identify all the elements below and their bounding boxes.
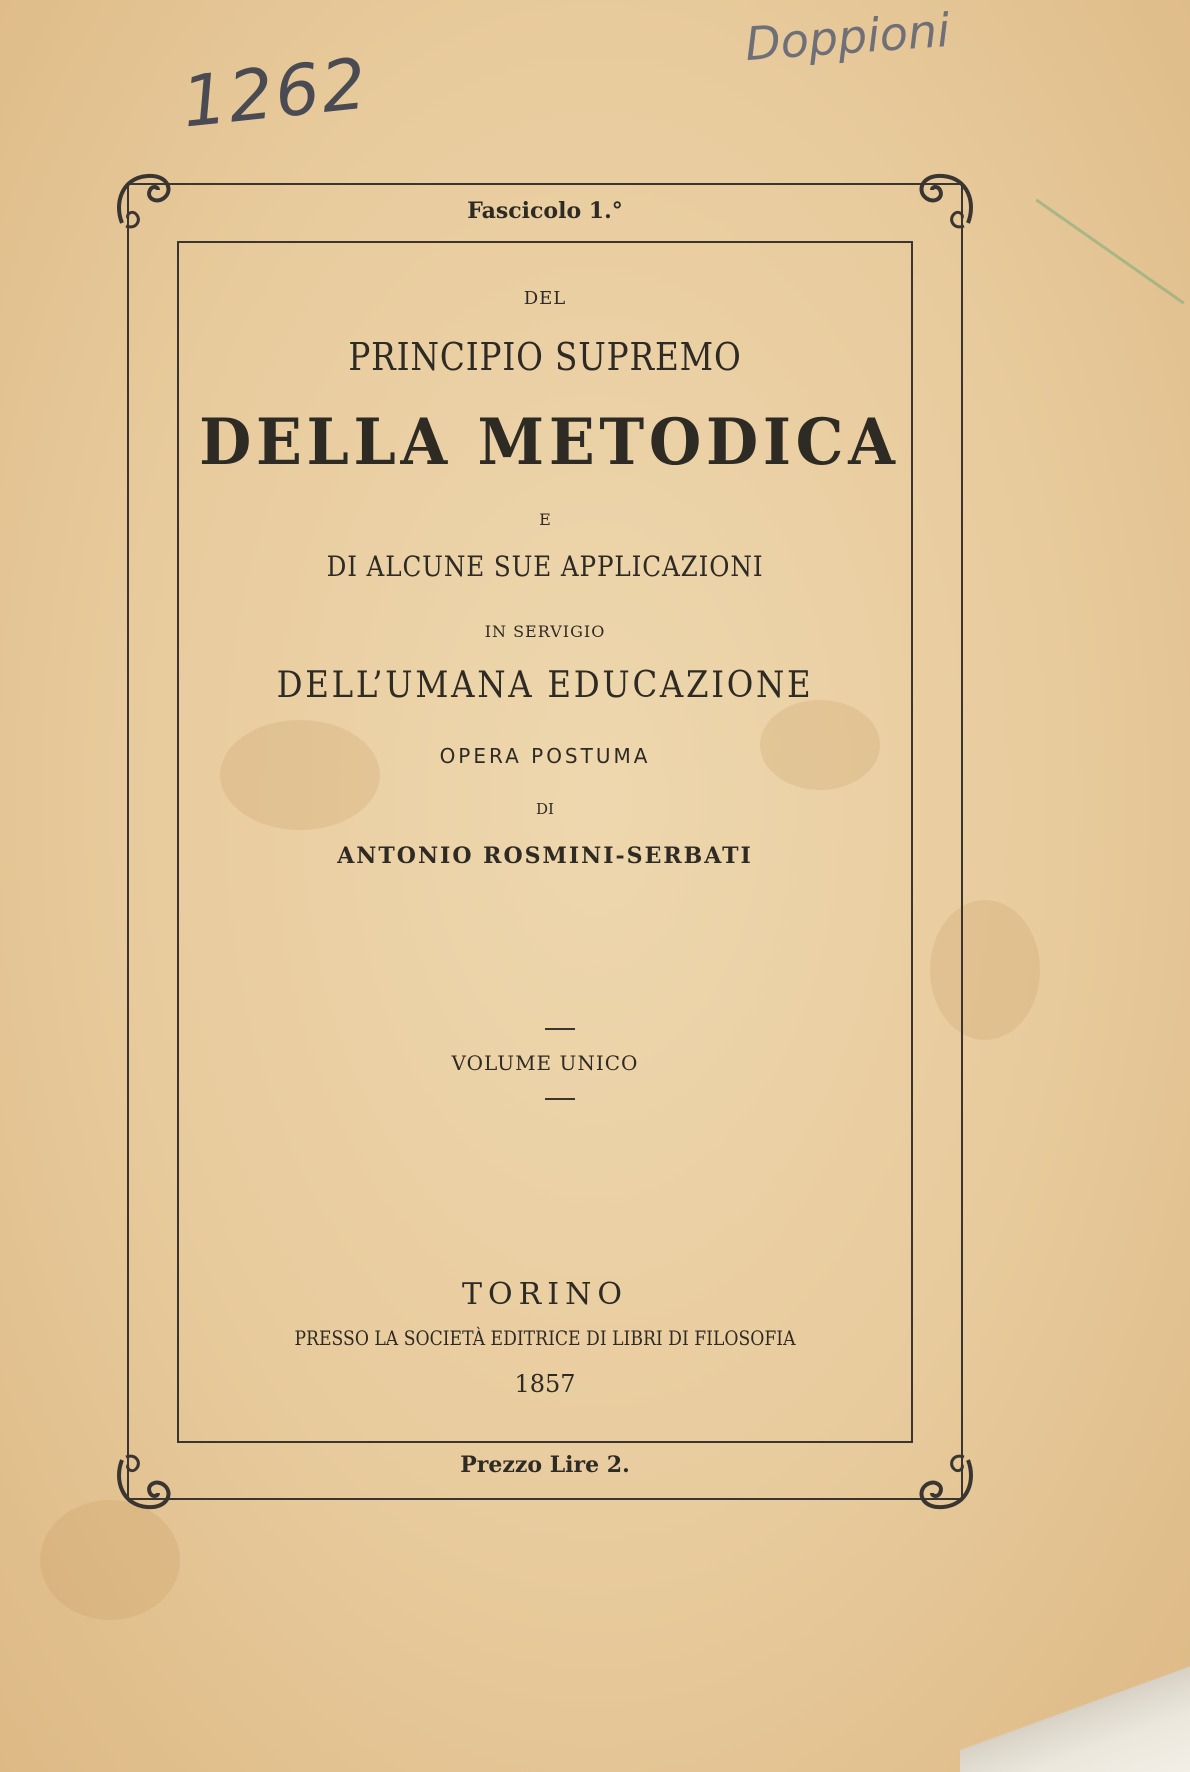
title-principio: PRINCIPIO SUPREMO (348, 335, 742, 379)
title-conjunction: E (539, 510, 551, 529)
author-prefix: DI (536, 800, 554, 818)
title-main: DELLA METODICA (199, 405, 900, 480)
author-name: ANTONIO ROSMINI-SERBATI (337, 843, 753, 869)
imprint-city: TORINO (462, 1277, 628, 1312)
imprint-year: 1857 (514, 1370, 576, 1398)
torn-corner (960, 1662, 1190, 1772)
opera-postuma: OPERA POSTUMA (439, 744, 651, 768)
divider (545, 1098, 575, 1100)
volume-label: VOLUME UNICO (451, 1051, 639, 1075)
title-del: DEL (523, 288, 567, 309)
handwritten-number: 1262 (178, 42, 372, 144)
fascicolo-label: Fascicolo 1.° (467, 198, 623, 224)
handwritten-note: Doppioni (743, 2, 952, 72)
title-educazione: DELL’UMANA EDUCAZIONE (276, 665, 814, 706)
divider (545, 1028, 575, 1030)
imprint-publisher: PRESSO LA SOCIETÀ EDITRICE DI LIBRI DI FILOSOFIA (294, 1326, 796, 1350)
title-servigio: IN SERVIGIO (484, 622, 606, 641)
price-label: Prezzo Lire 2. (460, 1452, 630, 1478)
pencil-mark (1035, 199, 1184, 305)
paper-stain (40, 1500, 180, 1620)
title-applicazioni: DI ALCUNE SUE APPLICAZIONI (326, 550, 764, 583)
